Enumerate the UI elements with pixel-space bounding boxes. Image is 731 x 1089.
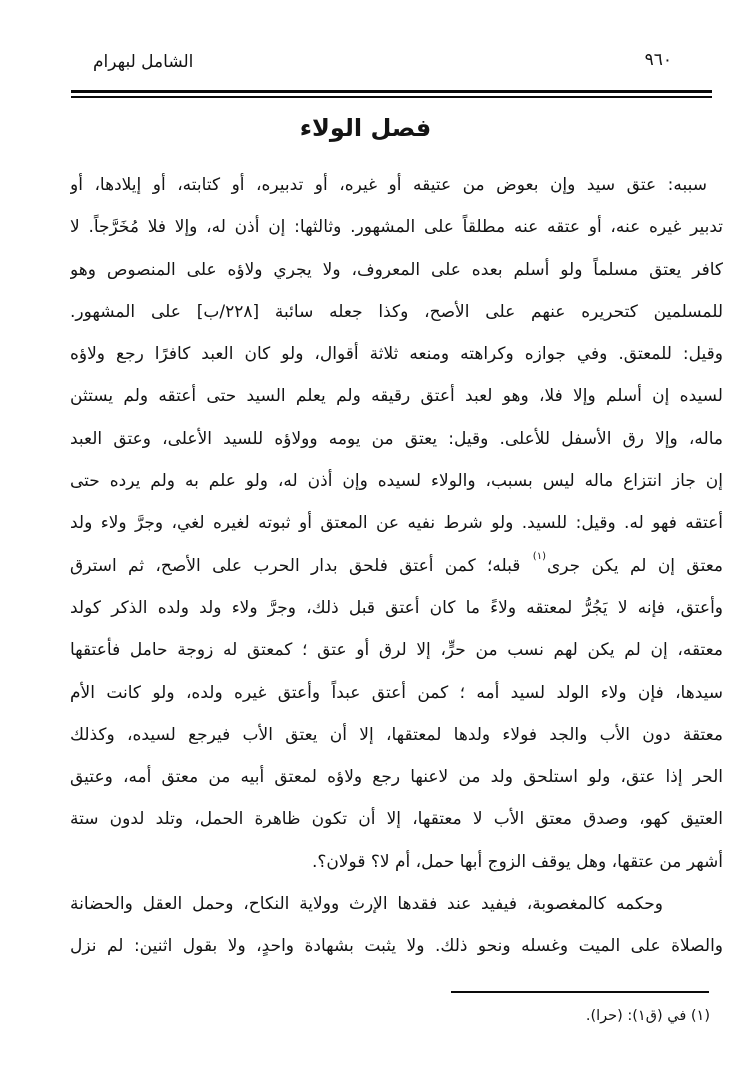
body-line: معتقة دون الأب والجد فولاء ولدها لمعتقها، إلا أن يعتق الأب فيرجع لسيده، وكذلك xyxy=(70,724,723,745)
footnote-divider-rule xyxy=(451,991,709,993)
body-line: سيدها، فإن ولاء الولد لسيد أمه ؛ كمن أعتق عبداً وأعتق غيره ولده، ولو كانت الأم xyxy=(70,682,723,703)
header-divider-rule xyxy=(71,90,712,98)
body-line: تدبير غيره عنه، أو عتقه عنه مطلقاً على المشهور. وثالثها: إن أذن له، وإلا فلا مُخَرَّجاً. لا xyxy=(70,217,723,238)
body-line: سببه: عتق سيد وإن بعوض من عتيقه أو غيره، أو تدبيره، أو كتابته، أو إيلادها، أو xyxy=(70,175,707,195)
body-line: لسيده إن أسلم وإلا فلا، وهو لعبد أعتق رقيقه ولم يعلم السيد حتى أعتقه ولم يستثن xyxy=(70,386,723,407)
body-text xyxy=(70,164,723,968)
body-line: للمسلمين كتحريره عنهم على الأصح، وكذا جعله سائبة [٢٢٨/ب] على المشهور. xyxy=(70,301,723,322)
body-line: وأعتق، فإنه لا يَجُرُّ لمعتقه ولاءً ما كان أعتق قبل ذلك، وجرَّ ولاء ولد ولده الذكر كولد xyxy=(70,597,723,618)
paragraph xyxy=(70,883,723,968)
body-line: ماله، وإلا رق الأسفل للأعلى. وقيل: يعتق من يومه وولاؤه للسيد الأعلى، وعتق العبد xyxy=(70,428,723,449)
body-line: العتيق كهو، وصدق معتق الأب لا معتقها، إلا أن تكون ظاهرة الحمل، وتلد لدون ستة xyxy=(70,809,723,830)
body-line: أعتقه فهو له. وقيل: للسيد. ولو شرط نفيه عن المعتق أو ثبوته لغيره لغي، وجرَّ ولاء ولد xyxy=(70,513,723,534)
footnote-marker: (١) xyxy=(532,551,546,563)
book-title: الشامل لبهرام xyxy=(93,52,194,72)
page-number: ٩٦٠ xyxy=(644,50,672,70)
paragraph xyxy=(70,164,723,883)
body-line: معتق إن لم يكن جرى$^{(١)}$ قبله؛ كمن أعتق فلحق بدار الحرب على الأصح، ثم استرق xyxy=(70,551,723,576)
body-line: كافر يعتق مسلماً ولو أسلم بعده على المعروف، ولا يجري ولاؤه على المنصوص وهو xyxy=(70,259,723,280)
body-line: أشهر من عتقها، وهل يوقف الزوج أبها حمل، أم لا؟ قولان؟. xyxy=(311,851,723,872)
body-line: إن جاز انتزاع ماله ليس بسبب، والولاء لسيده وإن أذن له، ولو علم به ولم يرده حتى xyxy=(70,471,723,492)
footnote: (١) في (ق١): (حرا). xyxy=(585,1008,710,1024)
body-line: الحر إذا عتق، ولو استلحق ولد من لاعنها رجع ولاؤه لمعتق أبيه من معتق أمه، وعتيق xyxy=(70,767,723,788)
body-line: وقيل: للمعتق. وفي جوازه وكراهته ومنعه ثلاثة أقوال، ولو كان العبد كافرًا رجع ولاؤه xyxy=(70,344,723,365)
body-line: والصلاة على الميت وغسله ونحو ذلك. ولا يثبت بشهادة واحدٍ، ولا بقول اثنين: لم نزل xyxy=(70,936,723,957)
body-line: معتقه، إن لم يكن لهم نسب من حرٍّ، إلا لرق أو عتق ؛ كمعتق له زوجة حامل فأعتقها xyxy=(70,640,723,661)
body-line: وحكمه كالمغصوبة، فيفيد عند فقدها الإرث وولاية النكاح، وحمل العقل والحضانة xyxy=(70,894,663,915)
section-title: فصل الولاء xyxy=(299,114,432,142)
